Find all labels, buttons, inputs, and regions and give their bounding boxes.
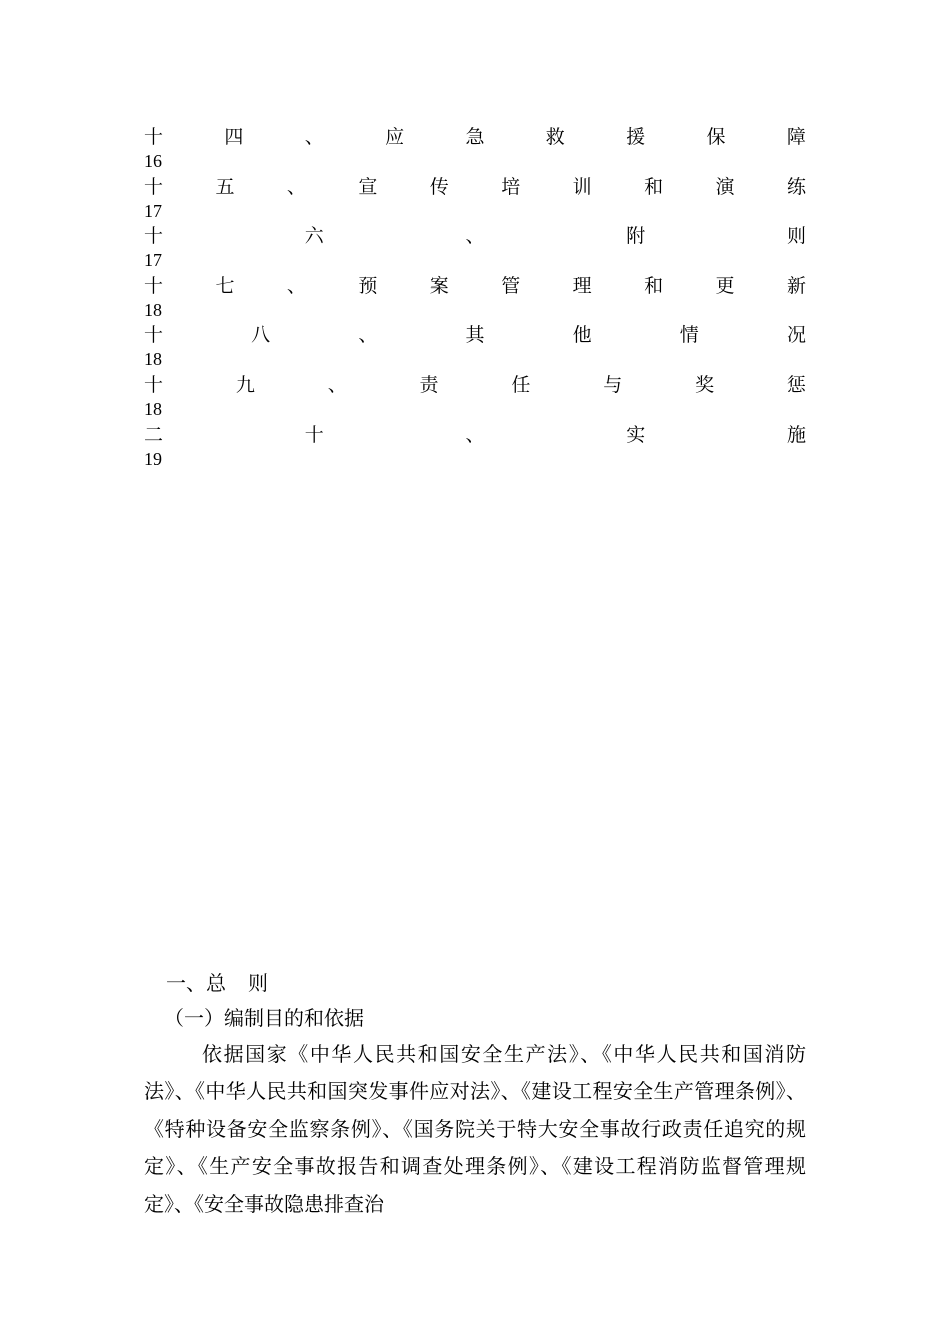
toc-title-char: 、 xyxy=(286,274,306,297)
toc-entry-page-number: 18 xyxy=(144,398,162,419)
toc-title-char: 情 xyxy=(679,324,699,347)
toc-title-char: 和 xyxy=(644,274,664,297)
toc-title-char: 惩 xyxy=(786,373,806,396)
toc-title-char: 附 xyxy=(626,225,646,248)
toc-entry-page-number: 16 xyxy=(144,151,162,171)
subsection-heading: （一）编制目的和依据 xyxy=(164,1006,364,1030)
toc-title-char: 九 xyxy=(235,373,255,396)
toc-title-char: 培 xyxy=(501,175,521,198)
toc-title-char: 实 xyxy=(626,423,646,446)
toc-title-char: 其 xyxy=(465,324,485,347)
toc-entry-title xyxy=(144,223,806,249)
toc-entry xyxy=(144,422,806,472)
table-of-contents xyxy=(144,124,806,471)
toc-title-char: 理 xyxy=(572,274,592,297)
body-paragraph: 依据国家《中华人民共和国安全生产法》、《中华人民共和国消防法》、《中华人民共和国突发事件应对法》、《建设工程安全生产管理条例》、《特种设备安全监察条例》、《国务院关于特大安全事故行政责任追究的规定》、《生产安全事故报告和调查处理条例》、《建设工程消防监督管理规定》、《安全事故隐患排查治 xyxy=(144,1042,806,1216)
toc-entry-title xyxy=(144,174,806,200)
toc-entry-title xyxy=(144,273,806,299)
toc-entry xyxy=(144,273,806,323)
toc-title-char: 、 xyxy=(465,225,485,248)
toc-title-char: 十 xyxy=(144,126,164,148)
section-heading-number: 一、总 xyxy=(166,971,226,995)
toc-title-char: 五 xyxy=(215,175,235,198)
toc-title-char: 十 xyxy=(304,423,324,446)
toc-title-char: 训 xyxy=(572,175,592,198)
toc-title-char: 、 xyxy=(286,175,306,198)
toc-title-char: 应 xyxy=(385,126,405,148)
toc-title-char: 他 xyxy=(572,324,592,347)
toc-entry-page-number: 19 xyxy=(144,448,162,469)
section-general-provisions xyxy=(144,966,806,1223)
toc-title-char: 演 xyxy=(715,175,735,198)
toc-title-char: 与 xyxy=(603,373,623,396)
toc-title-char: 和 xyxy=(644,175,664,198)
toc-title-char: 练 xyxy=(786,175,806,198)
toc-title-char: 案 xyxy=(429,274,449,297)
toc-title-char: 障 xyxy=(786,126,806,148)
toc-title-char: 任 xyxy=(511,373,531,396)
toc-title-char: 新 xyxy=(786,274,806,297)
toc-entry xyxy=(144,372,806,422)
toc-entry xyxy=(144,174,806,224)
toc-entry-title xyxy=(144,124,806,150)
toc-title-char: 、 xyxy=(358,324,378,347)
toc-entry xyxy=(144,322,806,372)
toc-title-char: 援 xyxy=(626,126,646,148)
toc-title-char: 十 xyxy=(144,373,164,396)
toc-entry-page-number: 17 xyxy=(144,250,162,271)
toc-title-char: 责 xyxy=(419,373,439,396)
toc-title-char: 二 xyxy=(144,423,164,446)
section-heading-rest: 则 xyxy=(248,971,268,995)
toc-title-char: 七 xyxy=(215,274,235,297)
section-heading xyxy=(166,966,806,1000)
toc-title-char: 十 xyxy=(144,324,164,347)
toc-entry xyxy=(144,223,806,273)
toc-title-char: 况 xyxy=(786,324,806,347)
toc-title-char: 十 xyxy=(144,274,164,297)
toc-title-char: 宣 xyxy=(358,175,378,198)
toc-entry-page-number: 18 xyxy=(144,349,162,370)
toc-entry-title xyxy=(144,372,806,398)
toc-title-char: 管 xyxy=(501,274,521,297)
toc-title-char: 更 xyxy=(715,274,735,297)
toc-title-char: 十 xyxy=(144,175,164,198)
toc-entry-page-number: 17 xyxy=(144,200,162,221)
toc-title-char: 预 xyxy=(358,274,378,297)
toc-title-char: 、 xyxy=(304,126,324,148)
toc-title-char: 传 xyxy=(429,175,449,198)
toc-title-char: 六 xyxy=(304,225,324,248)
toc-title-char: 保 xyxy=(706,126,726,148)
toc-title-char: 则 xyxy=(786,225,806,248)
toc-title-char: 救 xyxy=(545,126,565,148)
toc-entry-title xyxy=(144,322,806,348)
toc-title-char: 、 xyxy=(465,423,485,446)
toc-entry-title xyxy=(144,422,806,448)
toc-entry xyxy=(144,124,806,174)
toc-entry-page-number: 18 xyxy=(144,299,162,320)
toc-title-char: 四 xyxy=(224,126,244,148)
toc-title-char: 急 xyxy=(465,126,485,148)
toc-title-char: 施 xyxy=(786,423,806,446)
toc-title-char: 十 xyxy=(144,225,164,248)
toc-title-char: 、 xyxy=(327,373,347,396)
toc-title-char: 八 xyxy=(251,324,271,347)
toc-title-char: 奖 xyxy=(695,373,715,396)
